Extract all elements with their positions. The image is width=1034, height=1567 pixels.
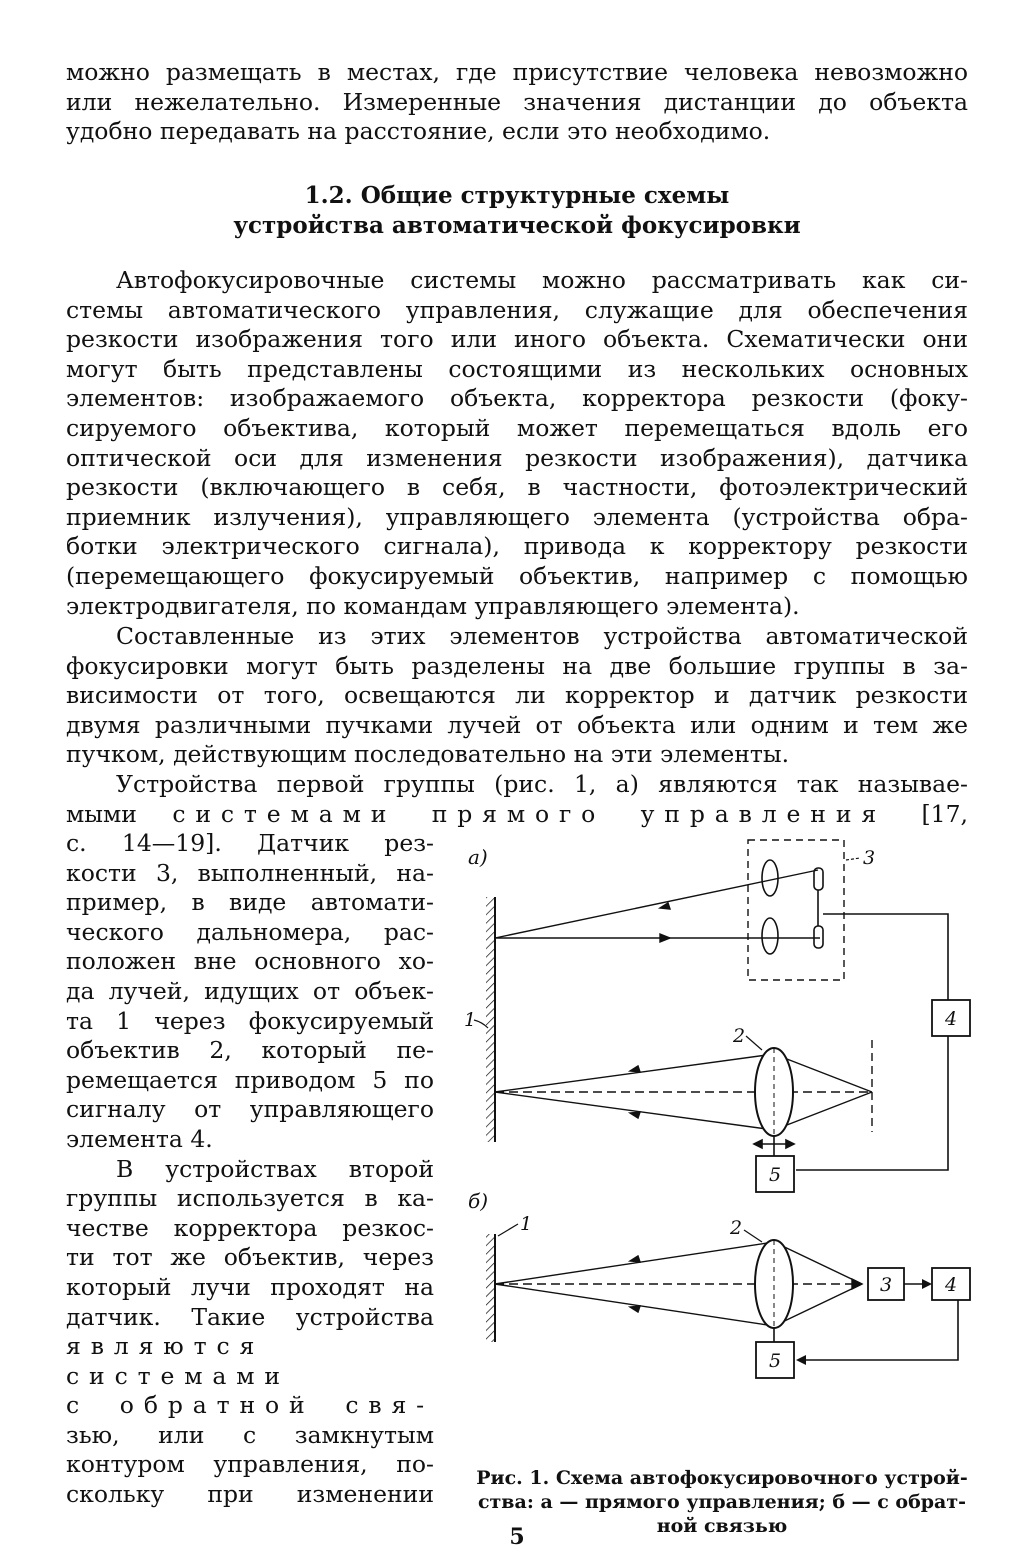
movement-arrow-a xyxy=(754,1136,794,1156)
text-line: ремещается приводом 5 по xyxy=(66,1065,434,1094)
object-wall-b xyxy=(486,1234,495,1342)
label-objective-2-a: 2 xyxy=(733,1025,746,1047)
text-line: висимости от того, освещаются ли корректор и датчик резкости xyxy=(66,681,968,710)
word: [17, xyxy=(921,799,968,828)
text-line: Устройства первой группы (рис. 1, а) являются так называе- xyxy=(116,770,968,798)
caption-line: ства: а — прямого управления; б — с обрат- xyxy=(477,1491,967,1513)
text-line: Автофокусировочные системы можно рассматривать как си- xyxy=(116,266,968,294)
word-spaced: управления xyxy=(640,799,887,828)
text-line: элемента 4. xyxy=(66,1124,213,1153)
text-line: группы используется в ка- xyxy=(66,1184,434,1213)
leader-line xyxy=(474,1020,488,1028)
section-title-line1: 1.2. Общие структурные схемы xyxy=(304,182,730,209)
label-block-3-b: 3 xyxy=(880,1274,893,1296)
caption-line: ной связью xyxy=(656,1515,788,1537)
rays-through-objective-b xyxy=(495,1242,862,1326)
text-line: двумя различными пучками лучей от объекта или одним и тем же xyxy=(66,710,968,739)
text-line: который лучи проходят на xyxy=(66,1272,434,1301)
text-line: зью, или с замкнутым xyxy=(66,1420,434,1449)
text-line: резкости (включающего в себя, в частности, фотоэлектрический xyxy=(66,473,968,502)
wire-4-to-5-b xyxy=(800,1300,958,1360)
text-line: объектив 2, который пе- xyxy=(66,1036,434,1065)
word-spaced: прямого xyxy=(431,799,606,828)
paragraph-2 xyxy=(66,622,968,770)
text-line: с обратной свя- xyxy=(66,1391,434,1420)
text-line: сируемого объектива, который может перемещаться вдоль его xyxy=(66,413,968,442)
paragraph-3 xyxy=(66,770,968,829)
text-line: приемник излучения), управляющего элемента (устройства обра- xyxy=(66,502,968,531)
label-objective-2-b: 2 xyxy=(730,1217,743,1239)
text-line: положен вне основного хо- xyxy=(66,947,434,976)
text-line xyxy=(66,800,968,830)
rangefinder-lenses xyxy=(762,860,823,954)
label-block-5-a: 5 xyxy=(769,1164,782,1186)
text-line: датчик. Такие устройства xyxy=(66,1302,434,1331)
word-spaced: системами xyxy=(172,799,397,828)
leader-line xyxy=(744,1230,762,1242)
text-line: В устройствах второй xyxy=(116,1154,434,1183)
left-column-text xyxy=(66,829,434,1510)
text-line: можно размещать в местах, где присутствие человека невозможно xyxy=(66,58,968,86)
section-title-line2: устройства автоматической фокусировки xyxy=(233,212,801,239)
label-object-1-a: 1 xyxy=(464,1009,477,1031)
top-paragraph xyxy=(66,58,968,147)
label-object-1-b: 1 xyxy=(520,1213,533,1235)
text-line: ти тот же объектив, через xyxy=(66,1243,434,1272)
label-block-4-a: 4 xyxy=(945,1008,958,1030)
text-line: кости 3, выполненный, на- xyxy=(66,858,434,887)
label-b: б) xyxy=(468,1189,489,1213)
text-line: сигналу от управляющего xyxy=(66,1095,434,1124)
figure-autofocus-schemes xyxy=(458,832,978,1462)
text-line: являются системами xyxy=(66,1332,290,1390)
text-line: ческого дальномера, рас- xyxy=(66,917,434,946)
text-line: пучком, действующим последовательно на эти элементы. xyxy=(66,740,790,769)
text-line: пример, в виде автомати- xyxy=(66,888,434,917)
text-line: резкости изображения того или иного объекта. Схематически они xyxy=(66,325,968,354)
text-line: элементов: изображаемого объекта, корректора резкости (фоку- xyxy=(66,384,968,413)
rays-through-objective-a xyxy=(495,1054,872,1130)
label-block-5-b: 5 xyxy=(769,1350,782,1372)
section-heading xyxy=(66,181,968,241)
text-line: да лучей, идущих от объек- xyxy=(66,976,434,1005)
leader-line xyxy=(498,1224,518,1236)
text-line: удобно передавать на расстояние, если это необходимо. xyxy=(66,117,771,146)
text-line: оптической оси для изменения резкости изображения), датчика xyxy=(66,443,968,472)
text-line: электродвигателя, по командам управляющего элемента). xyxy=(66,591,800,620)
rays-to-rangefinder xyxy=(495,870,820,942)
text-line: контуром управления, по- xyxy=(66,1450,434,1479)
text-line: скольку при изменении xyxy=(66,1480,434,1509)
text-line: честве корректора резкос- xyxy=(66,1213,434,1242)
word: мыми xyxy=(66,799,137,828)
arrow-head xyxy=(796,1355,806,1365)
figure-svg xyxy=(458,832,978,1462)
caption-line: Рис. 1. Схема автофокусировочного устрой- xyxy=(476,1467,968,1489)
rangefinder-box xyxy=(748,840,844,980)
leader-line xyxy=(746,1036,762,1050)
text-line: могут быть представлены состоящими из нескольких основных xyxy=(66,354,968,383)
label-block-4-b: 4 xyxy=(945,1274,958,1296)
label-a: а) xyxy=(468,845,488,869)
paragraph-1 xyxy=(66,266,968,621)
page-number: 5 xyxy=(509,1524,525,1550)
label-rangefinder-3: 3 xyxy=(863,847,876,869)
wire-3-to-4 xyxy=(823,914,948,1000)
object-wall-a xyxy=(486,897,495,1142)
text-line: ботки электрического сигнала), привода к корректору резкости xyxy=(66,532,968,561)
text-line: Составленные из этих элементов устройства автоматической xyxy=(116,622,968,650)
arrow-head xyxy=(922,1279,932,1289)
text-line: та 1 через фокусируемый xyxy=(66,1006,434,1035)
text-line: (перемещающего фокусируемый объектив, например с помощью xyxy=(66,561,968,590)
text-line: с. 14—19]. Датчик рез- xyxy=(66,829,434,857)
text-line: фокусировки могут быть разделены на две большие группы в за- xyxy=(66,651,968,680)
text-line: или нежелательно. Измеренные значения дистанции до объекта xyxy=(66,87,968,116)
text-line: стемы автоматического управления, служащие для обеспечения xyxy=(66,295,968,324)
leader-line xyxy=(846,858,860,860)
